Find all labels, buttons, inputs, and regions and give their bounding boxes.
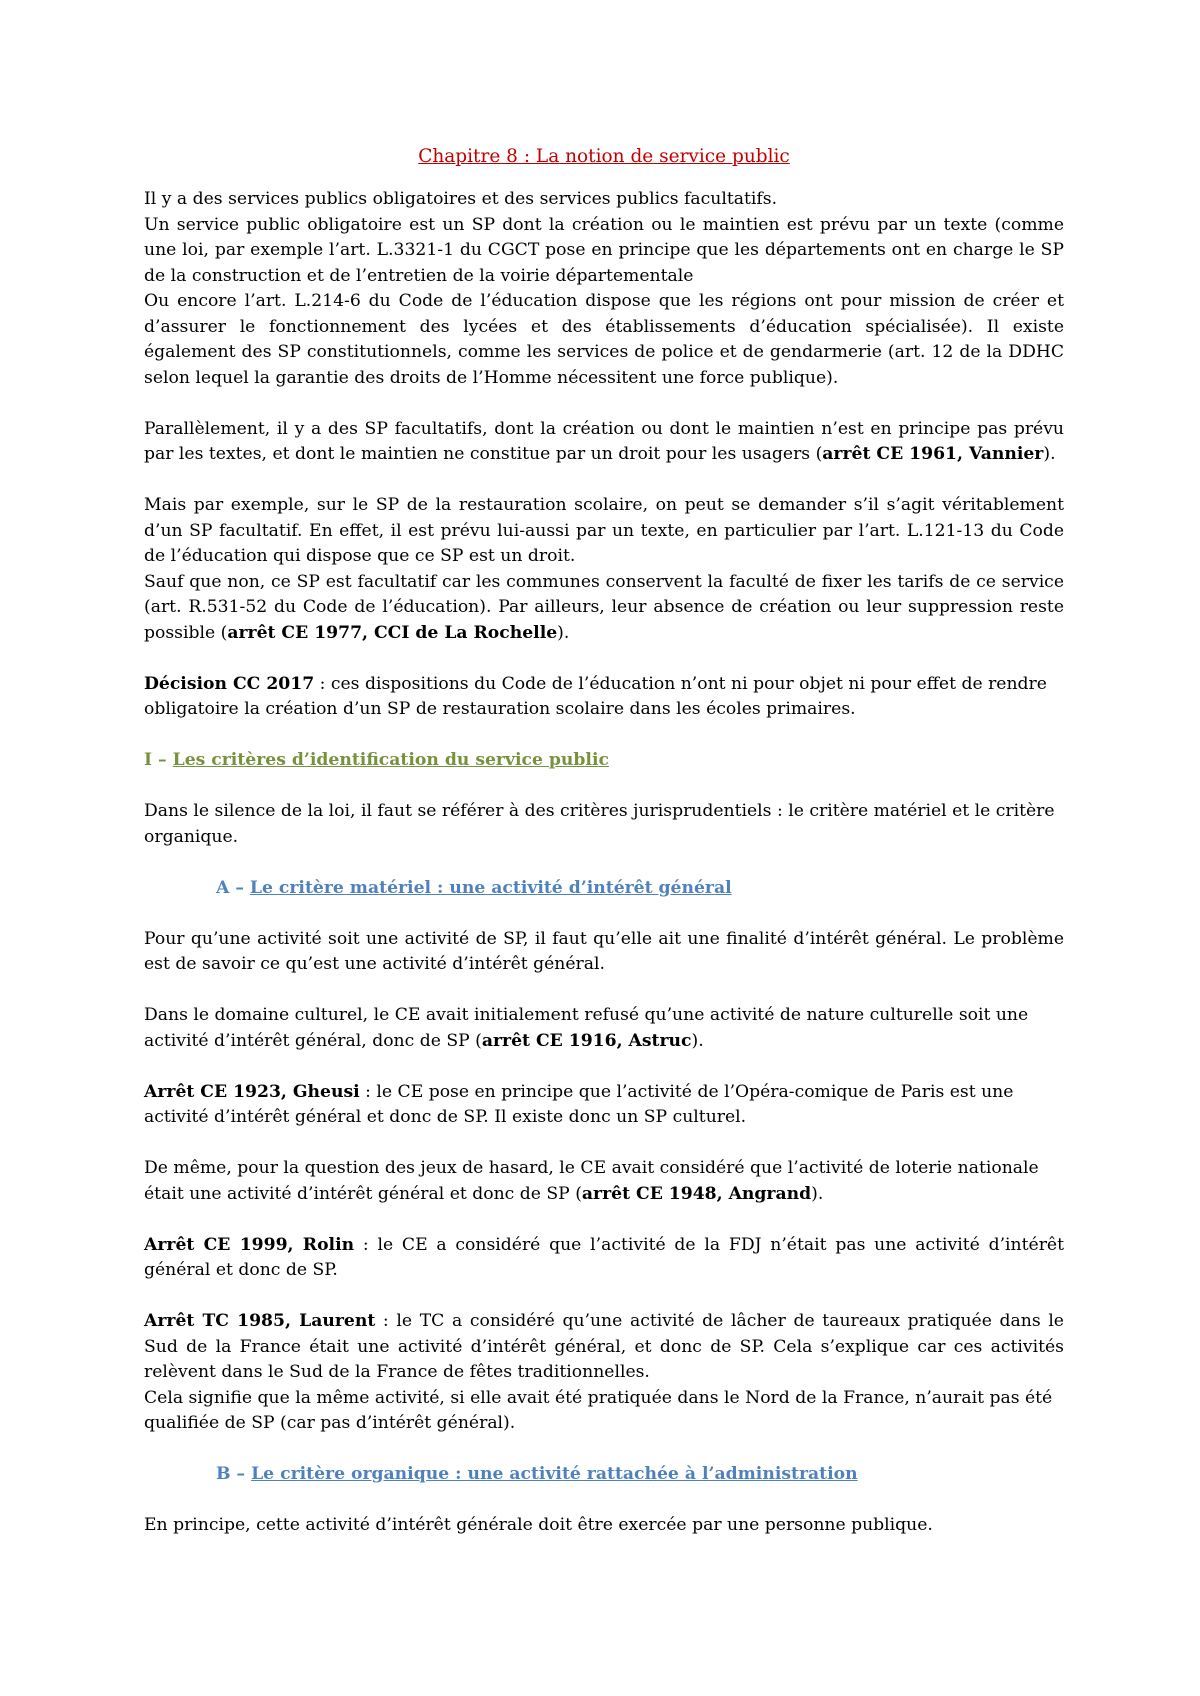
- case-citation: Arrêt CE 1923, Gheusi: [144, 1081, 360, 1102]
- spacer: [144, 978, 1064, 1004]
- spacer: [144, 468, 1064, 494]
- spacer: [144, 1488, 1064, 1514]
- case-citation: arrêt CE 1961, Vannier: [822, 444, 1044, 464]
- section-b-heading: [144, 1462, 1064, 1488]
- section-title: Le critère matériel : une activité d’intérêt général: [249, 877, 732, 898]
- section-a-paragraph-2: [144, 1003, 1064, 1054]
- section-prefix: A –: [216, 877, 250, 898]
- intro-paragraph-4: [144, 417, 1064, 468]
- case-citation: arrêt CE 1977, CCI de La Rochelle: [227, 622, 558, 643]
- spacer: [144, 1437, 1064, 1463]
- spacer: [144, 1284, 1064, 1310]
- section-a-paragraph-3: [144, 1080, 1064, 1131]
- spacer: [144, 901, 1064, 927]
- document-page: [144, 144, 1064, 1539]
- section-title: Les critères d’identification du service public: [172, 750, 609, 770]
- spacer: [144, 774, 1064, 800]
- section-prefix: B –: [216, 1464, 252, 1484]
- spacer: [144, 1131, 1064, 1157]
- paragraph-text: ).: [811, 1183, 824, 1204]
- paragraph-text: De même, pour la question des jeux de hasard, le CE avait considéré que l’activité de loterie nationale était une activité d’intérêt général et donc de SP (: [144, 1158, 1039, 1204]
- intro-paragraph-6: [144, 570, 1064, 647]
- case-citation: arrêt CE 1948, Angrand: [581, 1183, 812, 1204]
- section-prefix: I –: [144, 750, 173, 770]
- spacer: [144, 850, 1064, 876]
- spacer: [144, 391, 1064, 417]
- case-citation: arrêt CE 1916, Astruc: [481, 1030, 692, 1051]
- section-a-paragraph-5: [144, 1233, 1064, 1284]
- section-title: Le critère organique : une activité rattachée à l’administration: [251, 1464, 858, 1484]
- section-a-paragraph-6: [144, 1309, 1064, 1386]
- paragraph-text: ).: [557, 622, 570, 643]
- spacer: [144, 723, 1064, 749]
- paragraph-text: : ces dispositions du Code de l’éducation n’ont ni pour objet ni pour effet de rendre obligatoire la création d’un SP de restauration scolaire dans les écoles primaires.: [144, 673, 1047, 719]
- section-a-paragraph-7: Cela signifie que la même activité, si elle avait été pratiquée dans le Nord de la France, n’aurait pas été qualifiée de SP (car pas d’intérêt général).: [144, 1387, 1053, 1433]
- section-a-heading: [144, 876, 1064, 902]
- spacer: [144, 1207, 1064, 1233]
- spacer: [144, 646, 1064, 672]
- paragraph-text: : le CE a considéré que l’activité de la FDJ n’était pas une activité d’intérêt général et donc de SP.: [144, 1234, 1064, 1280]
- intro-paragraph-7: [144, 672, 1064, 723]
- section-1-paragraph-1: Dans le silence de la loi, il faut se référer à des critères jurisprudentiels : le critère matériel et le critère organique.: [144, 801, 1055, 847]
- document-title: Chapitre 8 : La notion de service public: [418, 146, 790, 167]
- section-a-paragraph-1: Pour qu’une activité soit une activité de SP, il faut qu’elle ait une finalité d’intérêt général. Le problème est de savoir ce qu’est une activité d’intérêt général.: [144, 928, 1064, 974]
- spacer: [144, 1054, 1064, 1080]
- paragraph-text: Dans le domaine culturel, le CE avait initialement refusé qu’une activité de nature culturelle soit une activité d’intérêt général, donc de SP (: [144, 1005, 1029, 1051]
- paragraph-text: : le TC a considéré qu’une activité de lâcher de taureaux pratiquée dans le Sud de la France était une activité d’intérêt général, et donc de SP. Cela s’explique car ces activités relèvent dans le Sud de la France de fêtes traditionnelles.: [144, 1311, 1064, 1382]
- paragraph-text: Sauf que non, ce SP est facultatif car les communes conservent la faculté de fixer les tarifs de ce service (art. R.531-52 du Code de l’éducation). Par ailleurs, leur absence de création ou leur suppression reste possible (: [144, 571, 1064, 643]
- section-a-paragraph-4: [144, 1156, 1064, 1207]
- paragraph-text: : le CE pose en principe que l’activité de l’Opéra-comique de Paris est une activité d’intérêt général et donc de SP. Il existe donc un SP culturel.: [144, 1081, 1014, 1127]
- intro-paragraph-3: Ou encore l’art. L.214-6 du Code de l’éducation dispose que les régions ont pour mission de créer et d’assurer le fonctionnement des lycées et des établissements d’éducation spécialisée). Il existe également des SP constitutionnels, comme les services de police et de gendarmerie (art. 12 de la DDHC selon lequel la garantie des droits de l’Homme nécessitent une force publique).: [144, 291, 1064, 388]
- case-citation: Décision CC 2017: [144, 673, 315, 694]
- section-1-heading: [144, 748, 1064, 774]
- case-citation: Arrêt CE 1999, Rolin: [144, 1234, 355, 1255]
- intro-paragraph-2: Un service public obligatoire est un SP dont la création ou le maintien est prévu par un texte (comme une loi, par exemple l’art. L.3321-1 du CGCT pose en principe que les départements ont en charge le SP de la construction et de l’entretien de la voirie départementale: [144, 214, 1064, 286]
- case-citation: Arrêt TC 1985, Laurent: [144, 1311, 376, 1331]
- paragraph-text: Parallèlement, il y a des SP facultatifs, dont la création ou dont le maintien n’est en principe pas prévu par les textes, et dont le maintien ne constitue par un droit pour les usagers (: [144, 418, 1064, 464]
- section-b-paragraph-1: En principe, cette activité d’intérêt générale doit être exercée par une personne publique.: [144, 1515, 933, 1535]
- intro-paragraph-5: Mais par exemple, sur le SP de la restauration scolaire, on peut se demander s’il s’agit véritablement d’un SP facultatif. En effet, il est prévu lui-aussi par un texte, en particulier par l’art. L.121-13 du Code de l’éducation qui dispose que ce SP est un droit.: [144, 495, 1064, 566]
- paragraph-text: ).: [1043, 444, 1056, 464]
- paragraph-text: ).: [691, 1030, 704, 1051]
- intro-paragraph-1: Il y a des services publics obligatoires et des services publics facultatifs.: [144, 189, 778, 209]
